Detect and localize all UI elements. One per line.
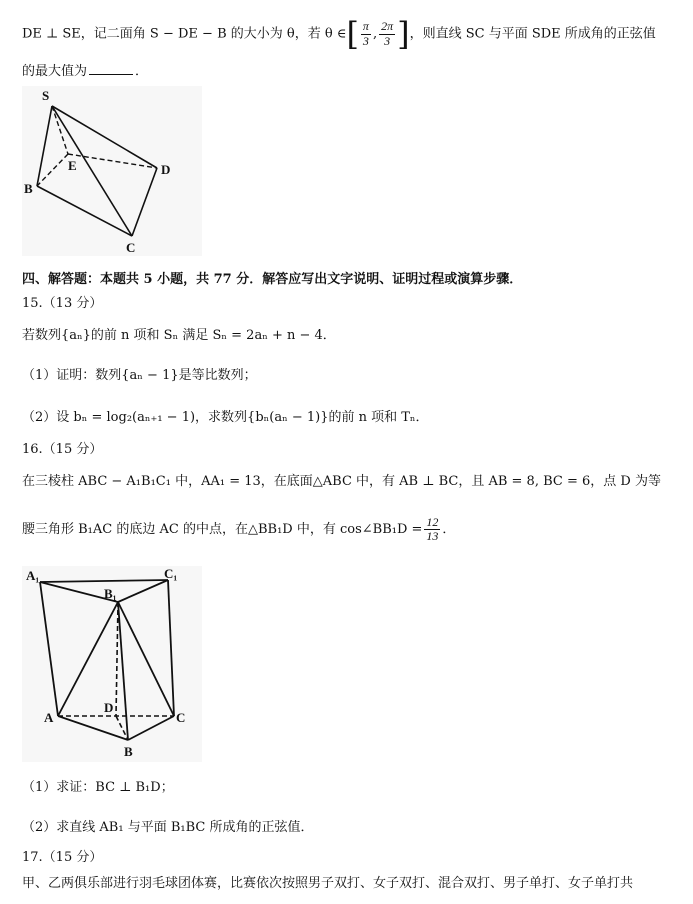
q14-answer-prompt: 的最大值为 bbox=[22, 64, 88, 79]
label-b: B bbox=[24, 181, 33, 196]
frac2-numerator: 2π bbox=[381, 19, 394, 34]
label-a: A bbox=[44, 710, 54, 725]
cos-numerator: 12 bbox=[426, 515, 439, 529]
q16-stem2: 腰三角形 B₁AC 的底边 AC 的中点，在△BB₁D 中，有 cos∠BB₁D = bbox=[22, 522, 423, 538]
fraction-pi-3 bbox=[361, 20, 371, 47]
q14-text-b: ，则直线 SC 与平面 SDE 所成角的正弦值 bbox=[409, 26, 656, 42]
label-a1: A₁ bbox=[26, 568, 40, 583]
figure-background bbox=[22, 86, 202, 256]
frac2-denominator: 3 bbox=[384, 33, 391, 48]
label-b: B bbox=[124, 744, 133, 759]
q14-text-a: DE ⊥ SE，记二面角 S − DE − B 的大小为 θ，若 θ ∈ bbox=[22, 26, 347, 42]
q16-part1: （1）求证：BC ⊥ B₁D； bbox=[22, 780, 174, 795]
q14-line1 bbox=[22, 15, 656, 53]
label-b1: B₁ bbox=[104, 586, 117, 601]
q16-end-mark: ． bbox=[442, 522, 456, 538]
frac1-numerator: π bbox=[362, 19, 369, 34]
q15-stem: 若数列{aₙ}的前 n 项和 Sₙ 满足 Sₙ = 2aₙ + n − 4． bbox=[22, 328, 336, 343]
answer-blank bbox=[89, 64, 133, 75]
label-c: C bbox=[176, 710, 186, 725]
interval-comma: , bbox=[372, 26, 378, 42]
label-c1: C₁ bbox=[164, 566, 178, 581]
label-s: S bbox=[42, 88, 50, 103]
q15-part2: （2）设 bₙ = log₂(aₙ₊₁ − 1)，求数列{bₙ(aₙ − 1)}的前 n 项和 Tₙ． bbox=[22, 410, 429, 425]
q16-part2: （2）求直线 AB₁ 与平面 B₁BC 所成角的正弦值． bbox=[22, 820, 314, 835]
pyramid-figure bbox=[22, 86, 202, 256]
label-c: C bbox=[126, 240, 136, 255]
fraction-2pi-3 bbox=[379, 20, 395, 47]
right-bracket: ] bbox=[397, 15, 410, 53]
label-d: D bbox=[104, 700, 114, 715]
q16-number: 16.（15 分） bbox=[22, 442, 103, 457]
q17-number: 17.（15 分） bbox=[22, 850, 103, 865]
frac1-denominator: 3 bbox=[362, 33, 369, 48]
prism-figure bbox=[22, 566, 202, 762]
section-heading: 四、解答题：本题共 5 小题，共 77 分．解答应写出文字说明、证明过程或演算步骤． bbox=[22, 272, 523, 287]
left-bracket: [ bbox=[346, 15, 359, 53]
fraction-12-13 bbox=[424, 516, 440, 543]
q14-line2 bbox=[22, 64, 148, 80]
label-e: E bbox=[68, 158, 77, 173]
label-d: D bbox=[161, 162, 171, 177]
q17-stem: 甲、乙两俱乐部进行羽毛球团体赛，比赛依次按照男子双打、女子双打、混合双打、男子单打、女子单打共 bbox=[22, 876, 634, 891]
q16-stem2-line bbox=[22, 516, 455, 543]
q14-end-mark: ． bbox=[135, 64, 149, 79]
q15-number: 15.（13 分） bbox=[22, 296, 103, 311]
q16-stem1: 在三棱柱 ABC − A₁B₁C₁ 中，AA₁ = 13，在底面△ABC 中，有 AB ⊥ BC，且 AB = 8, BC = 6，点 D 为等 bbox=[22, 474, 661, 489]
q15-part1: （1）证明：数列{aₙ − 1}是等比数列； bbox=[22, 368, 257, 383]
cos-denominator: 13 bbox=[426, 529, 439, 544]
